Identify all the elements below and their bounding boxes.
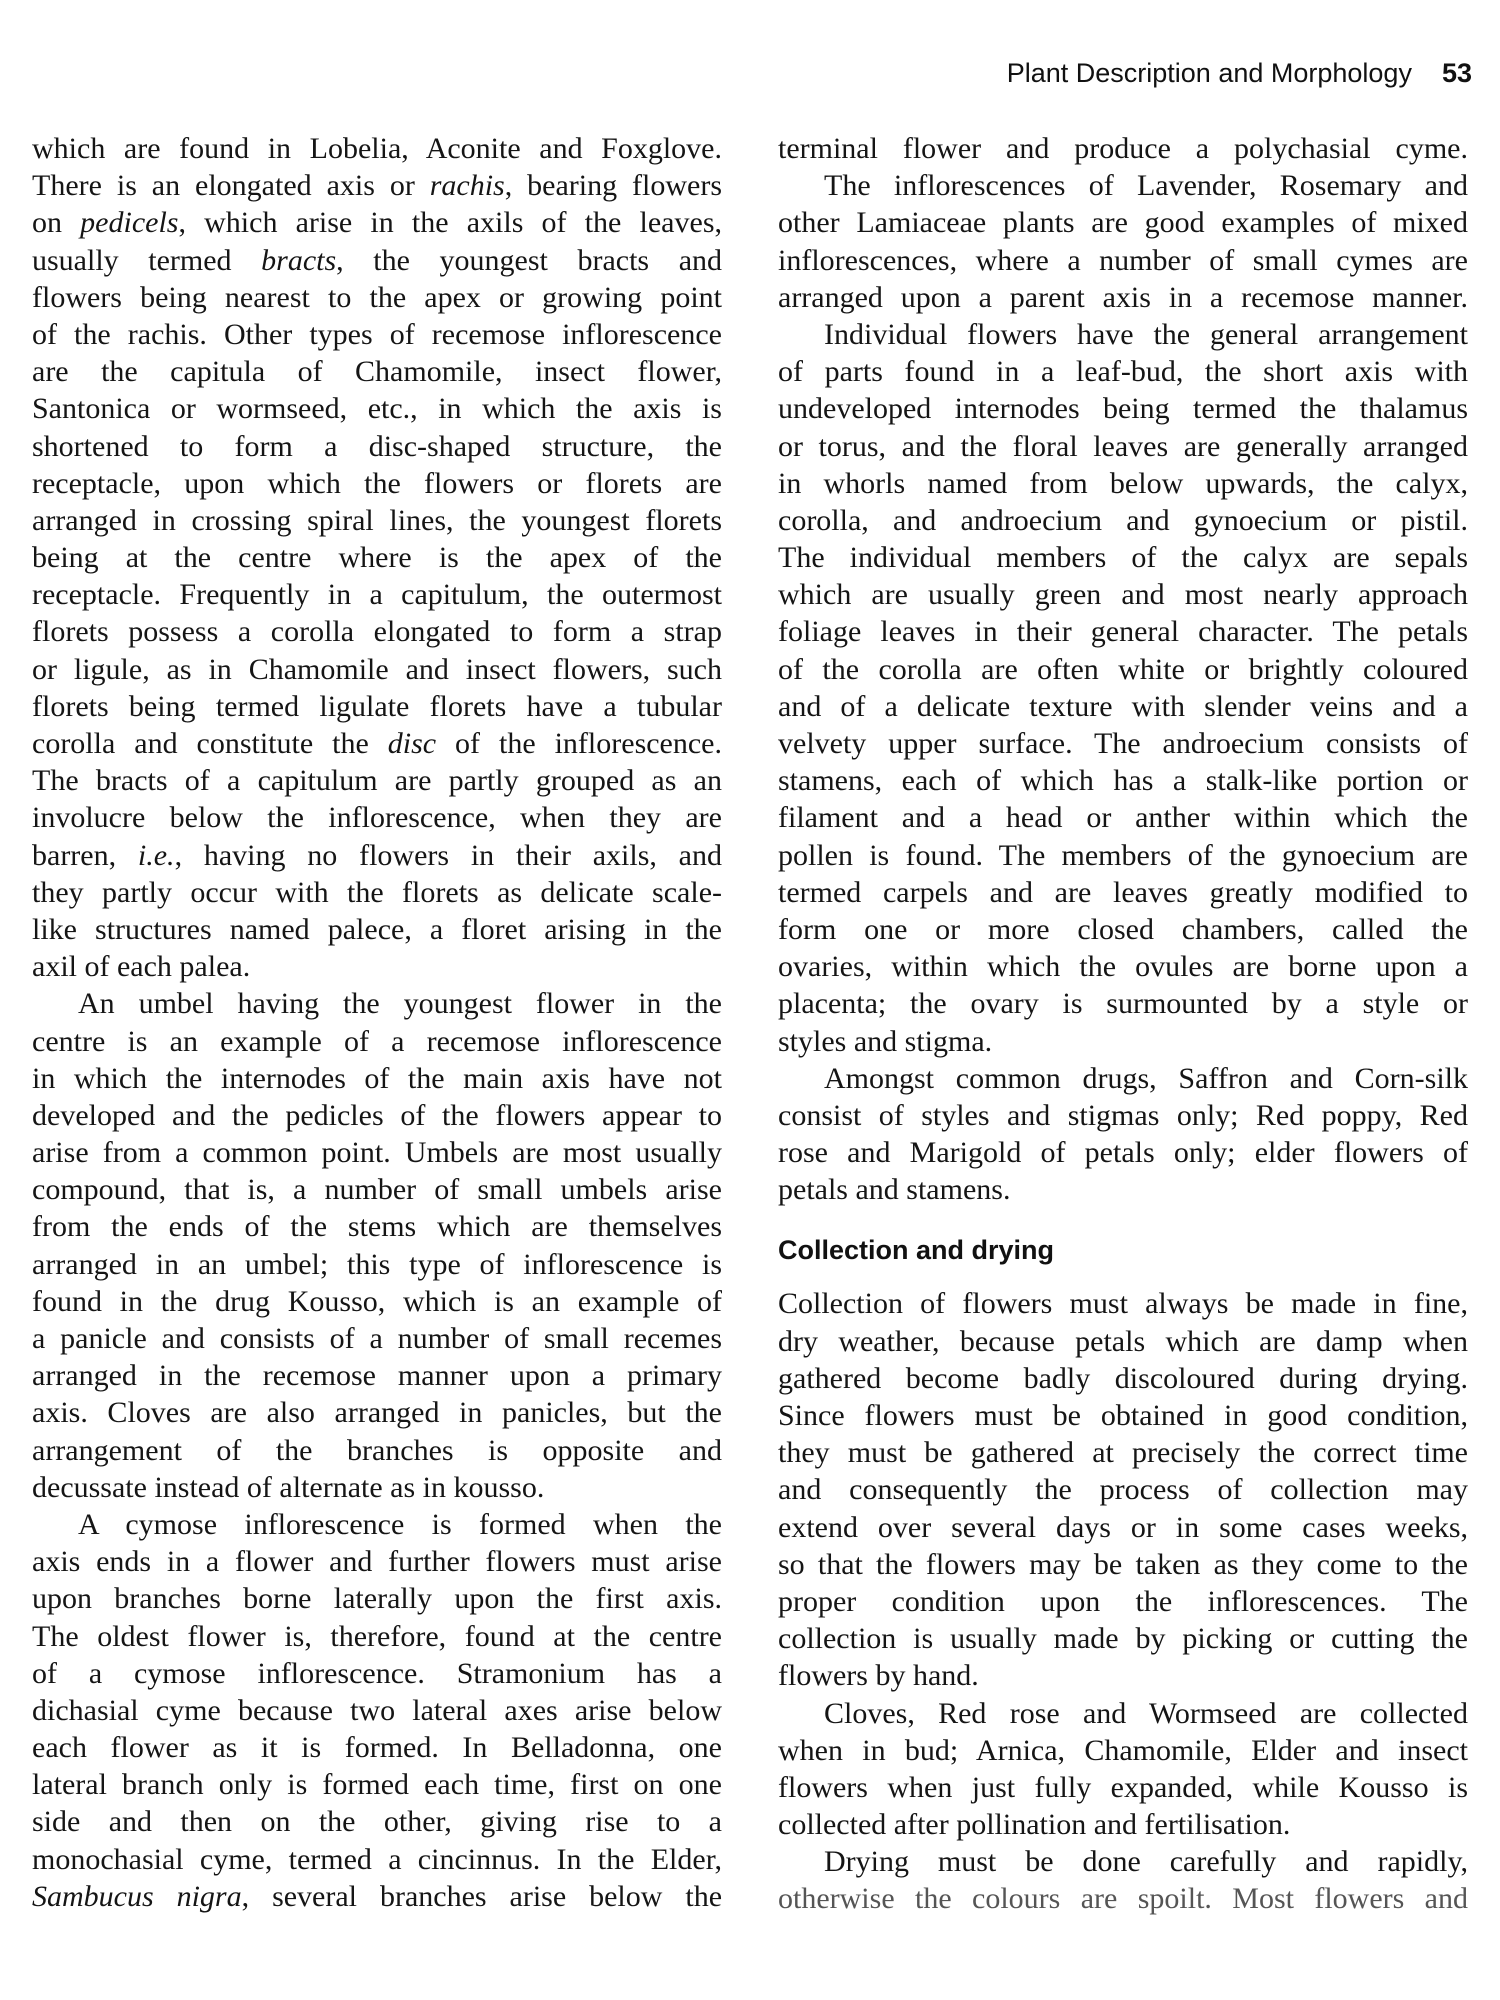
text-line [32, 1357, 722, 1394]
text-segment: centre is an example of a recemose inflorescence [32, 1024, 722, 1058]
text-segment: they partly occur with the florets as delicate scale- [32, 875, 722, 909]
text-segment: inflorescences, where a number of small cymes are [778, 243, 1468, 277]
text-line [778, 1023, 1468, 1060]
text-segment: Collection of flowers must always be made in fine, [778, 1287, 1468, 1321]
text-segment: form one or more closed chambers, called the [778, 912, 1468, 946]
text-segment: decussate instead of alternate as in kousso. [32, 1470, 545, 1504]
text-line [32, 1655, 722, 1692]
text-segment: arranged in an umbel; this type of inflorescence is [32, 1247, 722, 1281]
text-segment: arrangement of the branches is opposite and [32, 1433, 722, 1467]
text-line [32, 1023, 722, 1060]
text-line [778, 725, 1468, 762]
text-line [778, 502, 1468, 539]
text-segment: which are found in Lobelia, Aconite and Foxglove. [32, 132, 722, 165]
text-line [778, 762, 1468, 799]
text-segment: florets possess a corolla elongated to form a strap [32, 615, 722, 649]
text-line [778, 911, 1468, 948]
text-line [778, 1620, 1468, 1657]
text-line [778, 1880, 1468, 1917]
text-segment: in whorls named from below upwards, the calyx, [778, 466, 1468, 500]
text-segment: upon branches borne laterally upon the first axis. [32, 1582, 722, 1616]
text-line [778, 1285, 1468, 1322]
text-segment: and consequently the process of collection may [778, 1473, 1468, 1507]
text-line [32, 1543, 722, 1580]
right-column-block-1 [778, 130, 1468, 1208]
text-segment: Cloves, Red rose and Wormseed are collected [824, 1696, 1468, 1730]
text-segment: collection is usually made by picking or cutting the [778, 1622, 1468, 1656]
italic-term: i.e. [137, 838, 175, 872]
text-segment: of a cymose inflorescence. Stramonium has a [32, 1656, 722, 1690]
text-segment: on [32, 206, 81, 240]
text-segment: axis. Cloves are also arranged in panicles, but the [32, 1396, 722, 1430]
text-line [32, 948, 722, 985]
right-column-block-2 [778, 1285, 1468, 1917]
text-line [32, 1283, 722, 1320]
text-segment: styles and stigma. [778, 1024, 993, 1058]
text-line [778, 1546, 1468, 1583]
text-line [32, 1171, 722, 1208]
text-segment: foliage leaves in their general character. The petals [778, 615, 1468, 649]
section-heading: Collection and drying [778, 1235, 1055, 1266]
text-line [32, 1506, 722, 1543]
text-segment: from the ends of the stems which are themselves [32, 1210, 722, 1244]
text-segment: The individual members of the calyx are sepals [778, 541, 1468, 575]
text-line [778, 1471, 1468, 1508]
text-line [778, 651, 1468, 688]
text-segment: lateral branch only is formed each time, first on one [32, 1768, 722, 1802]
text-line [778, 985, 1468, 1022]
text-line [778, 539, 1468, 576]
text-segment: flowers by hand. [778, 1659, 979, 1693]
text-line [778, 1583, 1468, 1620]
text-segment: receptacle. Frequently in a capitulum, the outermost [32, 578, 722, 612]
text-line [778, 242, 1468, 279]
text-segment: extend over several days or in some cases weeks, [778, 1510, 1468, 1544]
text-line [778, 874, 1468, 911]
text-line [778, 1732, 1468, 1769]
left-column [32, 130, 722, 1915]
text-line [32, 985, 722, 1022]
text-segment: axil of each palea. [32, 950, 251, 984]
text-segment: flowers being nearest to the apex or growing point [32, 280, 722, 314]
text-segment: each flower as it is formed. In Belladonna, one [32, 1731, 722, 1765]
right-column [778, 130, 1468, 1918]
text-line [32, 428, 722, 465]
text-line [778, 1097, 1468, 1134]
text-segment: side and then on the other, giving rise to a [32, 1805, 722, 1839]
text-segment: usually termed [32, 243, 262, 277]
text-line [778, 167, 1468, 204]
text-segment: of parts found in a leaf-bud, the short axis with [778, 355, 1468, 389]
text-segment: corolla, and androecium and gynoecium or pistil. [778, 503, 1468, 537]
text-segment: dry weather, because petals which are damp when [778, 1324, 1468, 1358]
text-segment: , bearing flowers [504, 169, 722, 203]
text-line [32, 1134, 722, 1171]
text-line [778, 428, 1468, 465]
text-line [32, 316, 722, 353]
text-segment: proper condition upon the inflorescences. The [778, 1584, 1468, 1618]
italic-term: disc [387, 727, 437, 760]
text-segment: shortened to form a disc-shaped structure, the [32, 429, 722, 463]
text-line [32, 1320, 722, 1357]
text-line [32, 1766, 722, 1803]
text-segment: like structures named palece, a floret arising in the [32, 912, 722, 946]
text-segment: florets being termed ligulate florets have a tubular [32, 689, 722, 723]
text-line [32, 1394, 722, 1431]
text-line [32, 279, 722, 316]
text-line [32, 1246, 722, 1283]
text-line [778, 948, 1468, 985]
text-line [778, 130, 1468, 167]
text-segment: compound, that is, a number of small umbels arise [32, 1173, 722, 1207]
text-segment: There is an elongated axis or [32, 169, 430, 203]
text-line [778, 1397, 1468, 1434]
text-segment: in which the internodes of the main axis have not [32, 1061, 722, 1095]
text-segment: a panicle and consists of a number of small recemes [32, 1322, 722, 1355]
text-segment: of the rachis. Other types of recemose inflorescence [32, 317, 722, 351]
text-segment: consist of styles and stigmas only; Red poppy, Red [778, 1098, 1468, 1132]
text-segment: collected after pollination and fertilisation. [778, 1808, 1291, 1842]
text-line [32, 1097, 722, 1134]
text-segment: , which arise in the axils of the leaves, [178, 206, 722, 240]
text-segment: dichasial cyme because two lateral axes arise below [32, 1693, 722, 1727]
text-line [778, 576, 1468, 613]
text-segment: otherwise the colours are spoilt. Most flowers and [778, 1882, 1468, 1916]
text-segment: stamens, each of which has a stalk-like portion or [778, 764, 1468, 798]
text-segment: An umbel having the youngest flower in the [78, 987, 722, 1021]
text-line [32, 502, 722, 539]
text-line [32, 390, 722, 427]
text-segment: other Lamiaceae plants are good examples of mixed [778, 206, 1468, 240]
text-segment: arranged in crossing spiral lines, the youngest florets [32, 503, 722, 537]
text-line [32, 762, 722, 799]
text-line [778, 1323, 1468, 1360]
text-segment: A cymose inflorescence is formed when the [78, 1507, 722, 1541]
text-line [778, 1806, 1468, 1843]
text-segment: corolla and constitute the [32, 727, 388, 760]
text-segment: receptacle, upon which the flowers or florets are [32, 466, 722, 500]
text-segment: Amongst common drugs, Saffron and Corn-silk [824, 1061, 1468, 1095]
italic-term: pedicels [80, 206, 179, 240]
text-segment: or ligule, as in Chamomile and insect flowers, such [32, 652, 722, 686]
text-segment: petals and stamens. [778, 1173, 1011, 1207]
text-line [778, 279, 1468, 316]
text-line [778, 390, 1468, 427]
running-head-title: Plant Description and Morphology [1006, 58, 1412, 88]
text-segment: flowers when just fully expanded, while Kousso is [778, 1770, 1468, 1804]
text-segment: of the inflorescence. [436, 727, 722, 760]
text-segment: are the capitula of Chamomile, insect flower, [32, 355, 722, 389]
running-head [1007, 58, 1472, 89]
text-line [32, 1878, 722, 1915]
text-line [778, 1134, 1468, 1171]
text-line [778, 1769, 1468, 1806]
text-segment: , having no flowers in their axils, and [174, 838, 722, 872]
italic-term: rachis [429, 169, 505, 203]
text-segment: The inflorescences of Lavender, Rosemary and [824, 169, 1468, 203]
text-segment: filament and a head or anther within which the [778, 801, 1468, 835]
text-line [32, 1729, 722, 1766]
text-line [778, 613, 1468, 650]
text-segment: placenta; the ovary is surmounted by a style or [778, 987, 1468, 1021]
text-line [778, 799, 1468, 836]
text-segment: undeveloped internodes being termed the thalamus [778, 392, 1468, 426]
text-line [778, 1843, 1468, 1880]
text-line [32, 1841, 722, 1878]
text-segment: when in bud; Arnica, Chamomile, Elder and insect [778, 1733, 1468, 1767]
text-segment: arranged upon a parent axis in a recemose manner. [778, 280, 1468, 314]
text-segment: arise from a common point. Umbels are most usually [32, 1136, 722, 1170]
text-segment: of the corolla are often white or brightly coloured [778, 652, 1468, 686]
text-line [778, 316, 1468, 353]
text-line [32, 353, 722, 390]
text-line [32, 1469, 722, 1506]
text-segment: gathered become badly discoloured during drying. [778, 1361, 1468, 1395]
text-line [778, 1360, 1468, 1397]
text-line [32, 242, 722, 279]
text-line [32, 651, 722, 688]
text-segment: pollen is found. The members of the gynoecium are [778, 838, 1468, 872]
text-segment: being at the centre where is the apex of the [32, 541, 722, 575]
text-segment: developed and the pedicles of the flowers appear to [32, 1098, 722, 1132]
text-line [778, 688, 1468, 725]
text-line [32, 1060, 722, 1097]
text-line [778, 837, 1468, 874]
text-line [32, 874, 722, 911]
text-line [778, 1657, 1468, 1694]
text-segment: The oldest flower is, therefore, found at the centre [32, 1619, 722, 1653]
text-line [32, 1432, 722, 1469]
text-segment: so that the flowers may be taken as they come to the [778, 1547, 1468, 1581]
text-segment: monochasial cyme, termed a cincinnus. In the Elder, [32, 1842, 722, 1876]
text-segment: they must be gathered at precisely the correct time [778, 1436, 1468, 1470]
text-line [32, 167, 722, 204]
text-line [32, 1208, 722, 1245]
text-segment: which are usually green and most nearly approach [778, 578, 1468, 612]
text-line [778, 1695, 1468, 1732]
text-line [778, 1434, 1468, 1471]
text-line [32, 1618, 722, 1655]
text-line [778, 204, 1468, 241]
text-segment: or torus, and the floral leaves are generally arranged [778, 429, 1468, 463]
text-line [32, 465, 722, 502]
text-segment: ovaries, within which the ovules are borne upon a [778, 950, 1468, 984]
text-segment: Since flowers must be obtained in good condition, [778, 1399, 1468, 1432]
italic-term: bracts [261, 243, 337, 277]
text-line [32, 911, 722, 948]
page-number: 53 [1441, 58, 1472, 88]
text-segment: axis ends in a flower and further flowers must arise [32, 1545, 722, 1579]
text-line [32, 688, 722, 725]
text-line [32, 204, 722, 241]
italic-term: Sambucus nigra [32, 1879, 242, 1913]
text-line [778, 1509, 1468, 1546]
text-segment: Santonica or wormseed, etc., in which the axis is [32, 392, 722, 426]
text-segment: involucre below the inflorescence, when they are [32, 801, 722, 835]
text-segment: , several branches arise below the [241, 1879, 722, 1913]
text-line [32, 1692, 722, 1729]
text-line [32, 1580, 722, 1617]
text-segment: rose and Marigold of petals only; elder flowers of [778, 1136, 1468, 1170]
text-segment: terminal flower and produce a polychasial cyme. [778, 132, 1468, 165]
text-line [778, 353, 1468, 390]
text-line [32, 799, 722, 836]
text-segment: Individual flowers have the general arrangement [824, 317, 1468, 351]
text-segment: barren, [32, 838, 138, 872]
text-segment: arranged in the recemose manner upon a primary [32, 1359, 722, 1393]
text-line [778, 465, 1468, 502]
text-segment: , the youngest bracts and [336, 243, 722, 277]
text-segment: found in the drug Kousso, which is an example of [32, 1284, 722, 1318]
text-segment: Drying must be done carefully and rapidly, [824, 1845, 1468, 1879]
text-segment: and of a delicate texture with slender veins and a [778, 689, 1468, 723]
text-segment: velvety upper surface. The androecium consists of [778, 727, 1468, 760]
text-line [32, 725, 722, 762]
text-line [32, 576, 722, 613]
text-segment: termed carpels and are leaves greatly modified to [778, 875, 1468, 909]
text-line [778, 1171, 1468, 1208]
text-line [32, 837, 722, 874]
text-line [32, 130, 722, 167]
text-line [32, 539, 722, 576]
text-line [32, 1803, 722, 1840]
text-line [778, 1060, 1468, 1097]
text-segment: The bracts of a capitulum are partly grouped as an [32, 764, 722, 798]
text-line [32, 613, 722, 650]
